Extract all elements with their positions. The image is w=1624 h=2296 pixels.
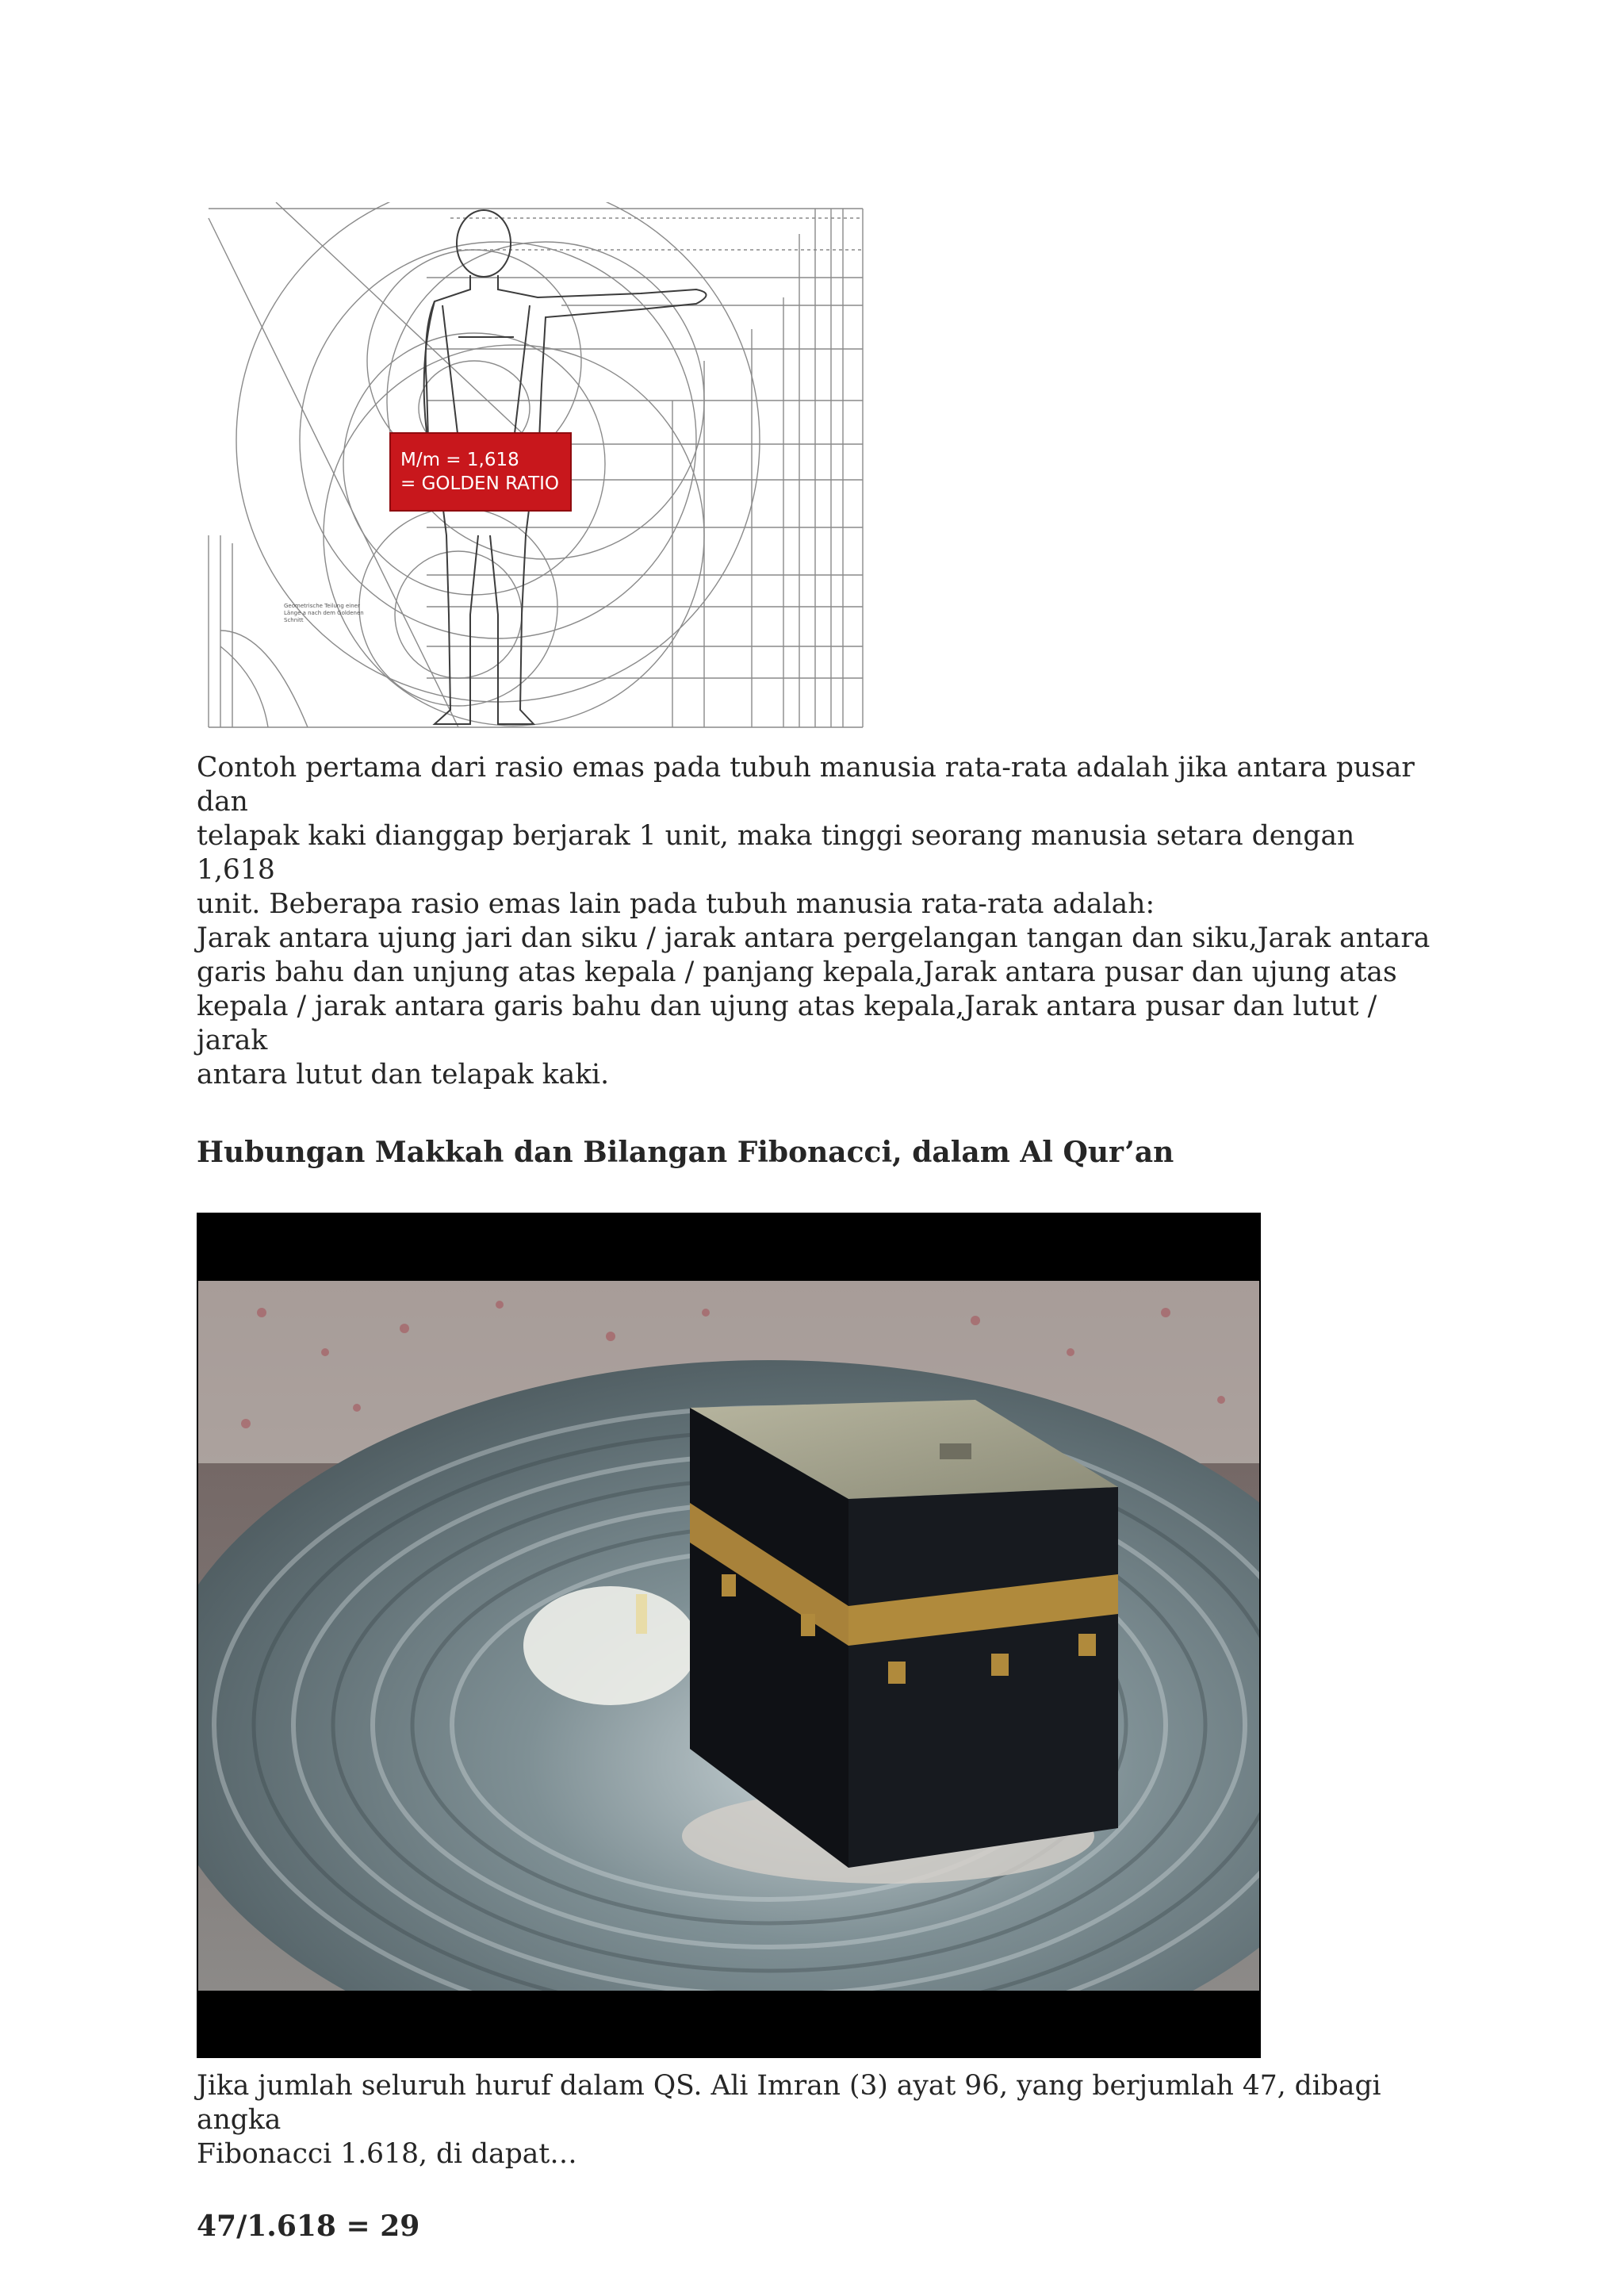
equation: 47/1.618 = 29 [197, 2210, 420, 2243]
kaaba-photo-frame [197, 1213, 1261, 2058]
ratio-label-line1: M/m = 1,618 [400, 450, 519, 470]
golden-ratio-body-figure [197, 202, 867, 735]
paragraph-line: telapak kaki dianggap berjarak 1 unit, maka tinggi seorang manusia setara dengan 1,618 [197, 820, 1355, 886]
paragraph-line: Jika jumlah seluruh huruf dalam QS. Ali Imran (3) ayat 96, yang berjumlah 47, dibagi angka [197, 2070, 1381, 2136]
paragraph-golden-ratio-body [197, 751, 1434, 1092]
figure-note: Geometrische Teilung einer Länge a nach dem Goldenen Schnitt [284, 603, 364, 623]
section-heading: Hubungan Makkah dan Bilangan Fibonacci, dalam Al Qur’an [197, 1136, 1174, 1169]
paragraph-ali-imran [197, 2069, 1450, 2171]
document-page [197, 202, 1434, 2244]
kaaba-photo [198, 1281, 1259, 1991]
ratio-label-line2: = GOLDEN RATIO [400, 473, 560, 494]
paragraph-line: garis bahu dan unjung atas kepala / panjang kepala,Jarak antara pusar dan ujung atas [197, 956, 1397, 988]
paragraph-line: kepala / jarak antara garis bahu dan ujung atas kepala,Jarak antara pusar dan lutut / jarak [197, 991, 1377, 1056]
paragraph-line: Jarak antara ujung jari dan siku / jarak antara pergelangan tangan dan siku,Jarak antara [197, 922, 1431, 954]
paragraph-line: Fibonacci 1.618, di dapat… [197, 2138, 577, 2170]
paragraph-line: antara lutut dan telapak kaki. [197, 1059, 610, 1091]
paragraph-line: Contoh pertama dari rasio emas pada tubuh manusia rata-rata adalah jika antara pusar dan [197, 752, 1415, 818]
golden-ratio-label [389, 432, 572, 512]
paragraph-line: unit. Beberapa rasio emas lain pada tubuh manusia rata-rata adalah: [197, 888, 1155, 920]
